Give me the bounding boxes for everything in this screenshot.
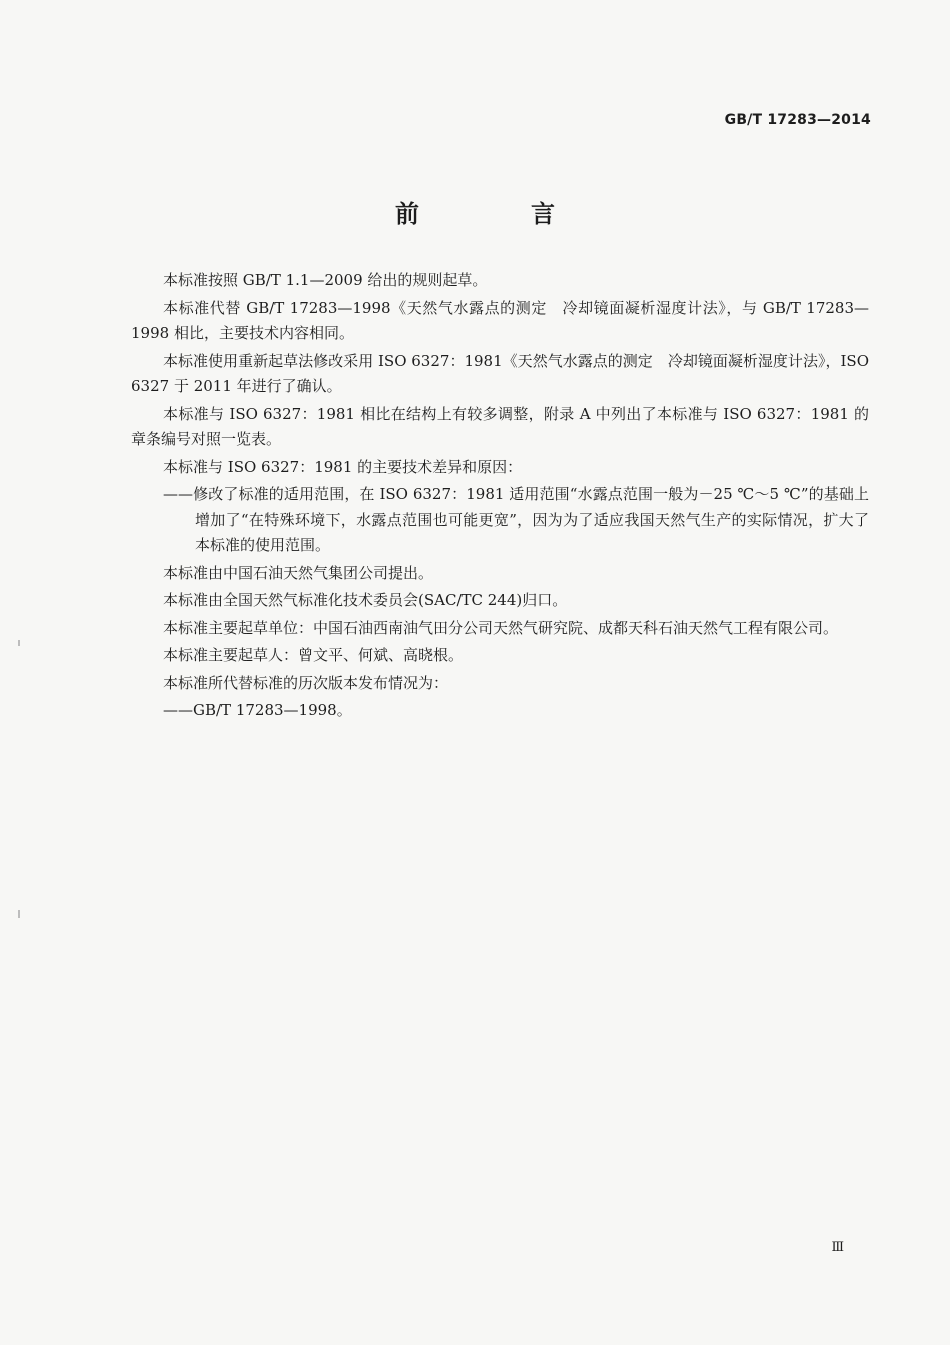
paragraph-differences-intro: 本标准与 ISO 6327：1981 的主要技术差异和原因：	[163, 457, 523, 476]
paragraph-structure: 本标准与 ISO 6327：1981 相比在结构上有较多调整，附录 A 中列出了本标准与 ISO 6327：1981 的章条编号对照一览表。	[131, 404, 869, 448]
scan-artifact	[18, 640, 20, 646]
paragraph-proposer: 本标准由中国石油天然气集团公司提出。	[163, 563, 434, 582]
paragraph-drafters: 本标准主要起草人：曾文平、何斌、高晓根。	[163, 646, 464, 664]
paragraph-committee: 本标准由全国天然气标准化技术委员会(SAC/TC 244)归口。	[163, 591, 568, 609]
difference-list-item: ——修改了标准的适用范围，在 ISO 6327：1981 适用范围“水露点范围一般为－25 ℃～5 ℃”的基础上增加了“在特殊环境下，水露点范围也可能更宽”，因为为了适应我国天然气生产的实际情况，扩大了本标准的使用范围。	[163, 485, 869, 554]
standard-number: GB/T 17283—2014	[724, 112, 871, 128]
paragraph-drafting-units: 本标准主要起草单位：中国石油西南油气田分公司天然气研究院、成都天科石油天然气工程有限公司。	[163, 618, 839, 637]
foreword-body	[131, 268, 869, 726]
paragraph-drafting-rules: 本标准按照 GB/T 1.1—2009 给出的规则起草。	[163, 271, 488, 289]
page-title: 前 言	[395, 200, 599, 228]
paragraph-history-intro: 本标准所代替标准的历次版本发布情况为：	[163, 673, 449, 692]
scan-artifact	[18, 910, 20, 918]
history-list-item: ——GB/T 17283—1998。	[163, 701, 352, 719]
paragraph-adoption: 本标准使用重新起草法修改采用 ISO 6327：1981《天然气水露点的测定 冷却镜面凝析湿度计法》，ISO 6327 于 2011 年进行了确认。	[131, 351, 869, 395]
page-number: Ⅲ	[831, 1240, 844, 1255]
paragraph-replaces: 本标准代替 GB/T 17283—1998《天然气水露点的测定 冷却镜面凝析湿度计法》，与 GB/T 17283—1998 相比，主要技术内容相同。	[131, 298, 869, 342]
